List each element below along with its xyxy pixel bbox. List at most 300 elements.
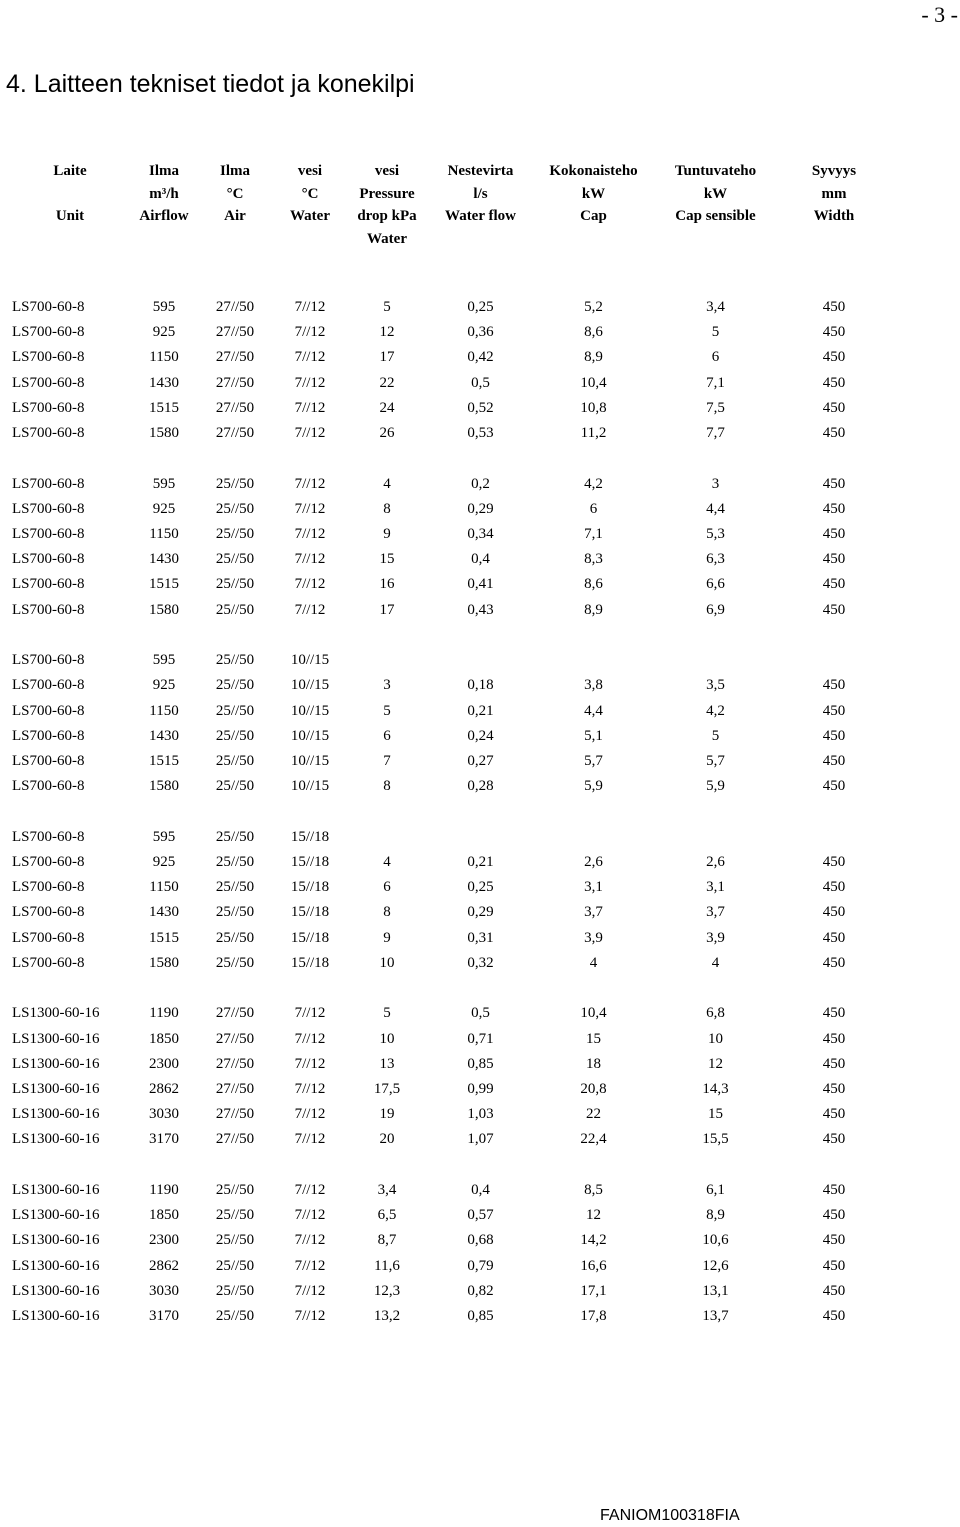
cell-water-flow [426, 825, 535, 850]
row-filler [889, 497, 960, 522]
column-header-airflow [130, 160, 198, 295]
row-filler [889, 699, 960, 724]
table-row [0, 522, 960, 547]
row-filler [889, 774, 960, 799]
cell-unit: LS700-60-8 [12, 879, 85, 896]
cell-cap-sensible: 13,7 [702, 1308, 729, 1325]
cell-airflow: 3030 [149, 1282, 179, 1299]
cell-cap: 14,2 [580, 1232, 607, 1249]
cell-air: 25//50 [215, 954, 255, 971]
cell-water-flow: 0,29 [467, 500, 494, 517]
section-title: 4. Laitteen tekniset tiedot ja konekilpi [6, 70, 415, 98]
cell-water-flow: 0,85 [467, 1308, 494, 1325]
cell-water-flow: 0,43 [467, 601, 494, 618]
table-row [0, 396, 960, 421]
cell-air: 25//50 [215, 475, 255, 492]
cell-water-flow: 0,5 [471, 1005, 490, 1022]
cell-pressure: 3,4 [377, 1182, 397, 1199]
cell-water: 7//12 [294, 576, 326, 593]
cell-pressure: 10 [379, 1030, 395, 1047]
cell-water: 7//12 [294, 500, 326, 517]
cell-water-flow: 0,34 [467, 526, 494, 543]
cell-cap-sensible: 12,6 [702, 1257, 729, 1274]
cell-cap-sensible: 6 [711, 349, 720, 366]
cell-air: 25//50 [215, 1182, 255, 1199]
cell-width: 450 [822, 349, 846, 366]
cell-cap: 15 [586, 1030, 601, 1047]
cell-cap-sensible: 3 [711, 475, 720, 492]
cell-pressure: 17,5 [373, 1081, 401, 1098]
row-filler [889, 648, 960, 673]
cell-unit: LS700-60-8 [12, 551, 85, 568]
cell-unit: LS700-60-8 [12, 475, 85, 492]
table-row [0, 1254, 960, 1279]
cell-pressure: 15 [379, 551, 395, 568]
row-filler [889, 345, 960, 370]
cell-pressure: 17 [379, 601, 395, 618]
table-row [0, 1077, 960, 1102]
cell-unit: LS1300-60-16 [12, 1030, 100, 1047]
cell-width: 450 [822, 1055, 846, 1072]
cell-unit: LS700-60-8 [12, 500, 85, 517]
table-row [0, 598, 960, 623]
cell-water-flow: 0,71 [467, 1030, 494, 1047]
cell-pressure: 19 [379, 1106, 395, 1123]
cell-water: 7//12 [294, 324, 326, 341]
group-separator-cell [0, 976, 960, 1001]
cell-water: 7//12 [294, 1005, 326, 1022]
cell-cap: 10,4 [580, 374, 607, 391]
row-filler [889, 371, 960, 396]
cell-cap: 6 [589, 500, 598, 517]
row-filler [889, 724, 960, 749]
cell-unit: LS700-60-8 [12, 854, 85, 871]
cell-width: 450 [822, 1005, 846, 1022]
cell-width: 450 [822, 475, 846, 492]
cell-air: 27//50 [215, 374, 255, 391]
cell-width: 450 [822, 1106, 846, 1123]
cell-air: 25//50 [215, 1207, 255, 1224]
group-separator-cell [0, 446, 960, 471]
cell-cap: 10,8 [580, 399, 607, 416]
column-header-line: Water [367, 230, 407, 247]
cell-cap: 3,8 [584, 677, 603, 694]
cell-airflow: 1850 [149, 1030, 179, 1047]
cell-cap-sensible: 10 [708, 1030, 723, 1047]
cell-water: 7//12 [294, 1081, 326, 1098]
cell-width: 450 [822, 677, 846, 694]
column-header-width [779, 160, 889, 295]
cell-cap-sensible: 13,1 [702, 1282, 729, 1299]
cell-airflow: 1515 [149, 753, 179, 770]
cell-unit: LS700-60-8 [12, 601, 85, 618]
cell-water: 10//15 [290, 677, 330, 694]
row-filler [889, 1228, 960, 1253]
cell-unit: LS700-60-8 [12, 374, 85, 391]
cell-water: 7//12 [294, 399, 326, 416]
cell-cap-sensible: 5,9 [706, 778, 725, 795]
cell-cap-sensible: 4,4 [706, 500, 725, 517]
cell-water-flow: 0,27 [467, 753, 494, 770]
cell-airflow: 1430 [149, 374, 179, 391]
cell-water: 7//12 [294, 1106, 326, 1123]
cell-airflow: 925 [152, 854, 176, 871]
row-filler [889, 850, 960, 875]
cell-airflow: 595 [152, 652, 176, 669]
cell-airflow: 595 [152, 828, 176, 845]
cell-airflow: 3170 [149, 1131, 179, 1148]
row-filler [889, 547, 960, 572]
column-header-line: Water flow [445, 208, 516, 224]
cell-water-flow: 0,2 [471, 475, 490, 492]
cell-airflow: 1430 [149, 727, 179, 744]
cell-pressure: 7 [383, 753, 391, 770]
cell-cap: 8,6 [584, 576, 603, 593]
cell-air: 27//50 [215, 1106, 255, 1123]
cell-air: 27//50 [215, 1005, 255, 1022]
cell-air: 25//50 [215, 526, 255, 543]
cell-unit: LS1300-60-16 [12, 1207, 100, 1224]
cell-unit: LS700-60-8 [12, 526, 85, 543]
cell-airflow: 1190 [149, 1005, 179, 1022]
cell-unit: LS700-60-8 [12, 425, 85, 442]
cell-airflow: 1150 [149, 526, 179, 543]
column-header-line: Laite [53, 163, 87, 179]
column-header-line: kW [581, 185, 606, 202]
cell-water-flow: 1,03 [467, 1106, 494, 1123]
column-header-line: Syvyys [811, 163, 857, 179]
table-row [0, 1001, 960, 1026]
cell-water-flow: 0,57 [467, 1207, 494, 1224]
cell-water: 15//18 [290, 929, 330, 946]
cell-width: 450 [822, 1308, 846, 1325]
row-filler [889, 421, 960, 446]
cell-water-flow: 0,4 [471, 1182, 490, 1199]
cell-pressure: 4 [383, 475, 391, 492]
cell-cap: 17,1 [580, 1282, 607, 1299]
cell-airflow: 1150 [149, 879, 179, 896]
cell-width: 450 [822, 753, 846, 770]
row-filler [889, 825, 960, 850]
cell-pressure [348, 648, 426, 673]
cell-width: 450 [822, 500, 846, 517]
cell-water-flow: 0,82 [467, 1282, 494, 1299]
cell-cap: 5,2 [584, 299, 603, 315]
cell-air: 25//50 [215, 1257, 255, 1274]
cell-cap-sensible: 7,5 [706, 399, 725, 416]
cell-cap: 10,4 [580, 1005, 607, 1022]
row-filler [889, 1102, 960, 1127]
cell-water-flow: 0,24 [467, 727, 494, 744]
cell-water: 15//18 [290, 879, 330, 896]
cell-unit: LS1300-60-16 [12, 1182, 100, 1199]
column-header-line: vesi [374, 163, 400, 179]
cell-width: 450 [822, 879, 846, 896]
technical-data-table [0, 160, 960, 1329]
row-filler [889, 1001, 960, 1026]
cell-water: 7//12 [294, 601, 326, 618]
cell-cap: 2,6 [584, 854, 603, 871]
cell-cap-sensible: 5 [711, 324, 720, 341]
cell-airflow: 1515 [149, 399, 179, 416]
cell-water: 7//12 [294, 374, 326, 391]
cell-water-flow: 0,52 [467, 399, 494, 416]
cell-cap [535, 825, 652, 850]
cell-pressure: 24 [379, 399, 395, 416]
cell-water: 7//12 [294, 1282, 326, 1299]
cell-air: 25//50 [215, 929, 255, 946]
cell-air: 25//50 [215, 904, 255, 921]
cell-cap-sensible: 7,1 [706, 374, 725, 391]
column-header-cap-sensible [652, 160, 779, 295]
cell-cap: 4,2 [584, 475, 603, 492]
cell-width: 450 [822, 1131, 846, 1148]
table-row [0, 320, 960, 345]
cell-unit: LS1300-60-16 [12, 1005, 100, 1022]
cell-width: 450 [822, 299, 846, 315]
cell-water: 15//18 [290, 904, 330, 921]
table-row [0, 699, 960, 724]
cell-cap-sensible: 6,3 [706, 551, 725, 568]
row-filler [889, 875, 960, 900]
table-row [0, 421, 960, 446]
cell-air: 27//50 [215, 1055, 255, 1072]
cell-airflow: 1580 [149, 778, 179, 795]
column-header-line: drop kPa [357, 208, 417, 224]
cell-water-flow: 0,32 [467, 954, 494, 971]
cell-unit: LS700-60-8 [12, 349, 85, 366]
cell-cap-sensible: 5,3 [706, 526, 725, 543]
cell-pressure: 4 [383, 854, 391, 871]
group-separator [0, 799, 960, 824]
cell-airflow: 595 [152, 475, 176, 492]
cell-water: 7//12 [294, 1308, 326, 1325]
column-header-line: mm [821, 185, 847, 202]
row-filler [889, 673, 960, 698]
cell-cap-sensible: 8,9 [706, 1207, 725, 1224]
cell-water-flow: 0,18 [467, 677, 494, 694]
group-separator [0, 446, 960, 471]
column-header-unit [0, 160, 130, 295]
cell-pressure: 13 [379, 1055, 395, 1072]
cell-cap: 4,4 [584, 702, 603, 719]
cell-pressure: 8 [383, 904, 391, 921]
cell-airflow: 925 [152, 677, 176, 694]
cell-cap-sensible: 5,7 [706, 753, 725, 770]
cell-width: 450 [822, 551, 846, 568]
cell-pressure: 6 [383, 727, 391, 744]
cell-cap: 11,2 [580, 425, 607, 442]
cell-cap-sensible: 6,8 [706, 1005, 725, 1022]
cell-water: 7//12 [294, 1182, 326, 1199]
cell-water: 15//18 [290, 954, 330, 971]
cell-width: 450 [822, 778, 846, 795]
cell-width: 450 [822, 904, 846, 921]
row-filler [889, 1027, 960, 1052]
cell-water-flow: 0,85 [467, 1055, 494, 1072]
table-row [0, 1178, 960, 1203]
cell-pressure: 9 [383, 929, 391, 946]
cell-cap-sensible: 4 [711, 954, 720, 971]
table-row [0, 472, 960, 497]
cell-width: 450 [822, 526, 846, 543]
cell-cap-sensible [652, 648, 779, 673]
cell-unit: LS1300-60-16 [12, 1055, 100, 1072]
cell-cap: 8,9 [584, 349, 603, 366]
cell-cap-sensible: 3,4 [706, 299, 725, 315]
cell-air: 25//50 [215, 576, 255, 593]
cell-cap: 22 [586, 1106, 601, 1123]
cell-air: 25//50 [215, 879, 255, 896]
cell-width: 450 [822, 1030, 846, 1047]
cell-airflow: 925 [152, 500, 176, 517]
cell-water-flow: 0,53 [467, 425, 494, 442]
row-filler [889, 598, 960, 623]
cell-width: 450 [822, 1182, 846, 1199]
cell-water: 10//15 [290, 702, 330, 719]
cell-water: 10//15 [290, 727, 330, 744]
cell-water-flow: 0,68 [467, 1232, 494, 1249]
cell-width [779, 825, 889, 850]
cell-airflow: 1515 [149, 929, 179, 946]
cell-cap-sensible: 3,9 [706, 929, 725, 946]
cell-width: 450 [822, 399, 846, 416]
cell-unit: LS700-60-8 [12, 677, 85, 694]
cell-cap: 7,1 [584, 526, 603, 543]
group-separator-cell [0, 1153, 960, 1178]
cell-unit: LS700-60-8 [12, 324, 85, 341]
cell-pressure: 3 [383, 677, 391, 694]
cell-pressure: 12 [379, 324, 395, 341]
cell-width: 450 [822, 954, 846, 971]
table-row [0, 724, 960, 749]
cell-water: 7//12 [294, 526, 326, 543]
cell-air: 27//50 [215, 324, 255, 341]
cell-air: 25//50 [215, 601, 255, 618]
cell-unit: LS700-60-8 [12, 828, 85, 845]
document-code: FANIOM100318FIA [600, 1507, 740, 1524]
column-header-line [10, 183, 130, 206]
cell-water-flow: 0,5 [471, 374, 490, 391]
row-filler [889, 472, 960, 497]
row-filler [889, 1203, 960, 1228]
cell-unit: LS1300-60-16 [12, 1232, 100, 1249]
cell-water: 15//18 [290, 854, 330, 871]
cell-cap-sensible: 14,3 [702, 1081, 729, 1098]
column-header-line: Nestevirta [447, 163, 514, 179]
column-header-line: vesi [297, 163, 323, 179]
cell-cap-sensible: 15,5 [702, 1131, 729, 1148]
cell-airflow: 2862 [149, 1257, 179, 1274]
cell-water-flow: 0,4 [471, 551, 490, 568]
table-row [0, 774, 960, 799]
cell-pressure: 8,7 [377, 1232, 397, 1249]
cell-water: 7//12 [294, 1055, 326, 1072]
cell-cap: 4 [589, 954, 598, 971]
cell-cap-sensible: 3,7 [706, 904, 725, 921]
column-header-line: Tuntuvateho [674, 163, 757, 179]
cell-water-flow: 0,41 [467, 576, 494, 593]
cell-water-flow: 0,31 [467, 929, 494, 946]
cell-pressure: 26 [379, 425, 395, 442]
cell-unit: LS1300-60-16 [12, 1257, 100, 1274]
cell-width: 450 [822, 1207, 846, 1224]
cell-air: 27//50 [215, 425, 255, 442]
cell-water-flow: 1,07 [467, 1131, 494, 1148]
cell-pressure: 10 [379, 954, 395, 971]
cell-cap: 16,6 [580, 1257, 607, 1274]
cell-air: 25//50 [215, 828, 255, 845]
cell-water: 7//12 [294, 1207, 326, 1224]
table-row [0, 1279, 960, 1304]
cell-airflow: 1850 [149, 1207, 179, 1224]
cell-water: 7//12 [294, 349, 326, 366]
cell-air: 27//50 [215, 299, 255, 315]
cell-airflow: 1580 [149, 601, 179, 618]
cell-water: 7//12 [294, 425, 326, 442]
column-header-line: Cap [580, 208, 607, 224]
cell-cap-sensible: 12 [708, 1055, 723, 1072]
cell-pressure: 13,2 [373, 1308, 401, 1325]
cell-air: 27//50 [215, 349, 255, 366]
cell-airflow: 1430 [149, 551, 179, 568]
cell-pressure: 6,5 [377, 1207, 397, 1224]
page-number: - 3 - [921, 2, 958, 27]
cell-pressure: 11,6 [374, 1257, 400, 1274]
cell-cap: 5,1 [584, 727, 603, 744]
cell-width: 450 [822, 1282, 846, 1299]
cell-pressure [348, 825, 426, 850]
table-row [0, 1052, 960, 1077]
table-row [0, 371, 960, 396]
cell-unit: LS700-60-8 [12, 727, 85, 744]
cell-water-flow [426, 648, 535, 673]
table-row [0, 926, 960, 951]
cell-unit: LS700-60-8 [12, 753, 85, 770]
column-header-water [272, 160, 348, 295]
cell-width [779, 648, 889, 673]
cell-width: 450 [822, 929, 846, 946]
table-row [0, 1304, 960, 1329]
group-separator [0, 623, 960, 648]
cell-water: 7//12 [294, 475, 326, 492]
cell-pressure: 5 [383, 702, 391, 719]
cell-water: 10//15 [290, 753, 330, 770]
cell-air: 25//50 [215, 1308, 255, 1325]
table-row [0, 1027, 960, 1052]
table-row [0, 1102, 960, 1127]
cell-water: 7//12 [294, 1030, 326, 1047]
cell-cap: 5,7 [584, 753, 603, 770]
cell-width: 450 [822, 702, 846, 719]
cell-airflow: 3030 [149, 1106, 179, 1123]
cell-cap-sensible: 6,9 [706, 601, 725, 618]
row-filler [889, 1052, 960, 1077]
row-filler [889, 1279, 960, 1304]
row-filler [889, 749, 960, 774]
column-header-water-flow [426, 160, 535, 295]
cell-unit: LS700-60-8 [12, 576, 85, 593]
cell-cap: 17,8 [580, 1308, 607, 1325]
cell-pressure: 8 [383, 500, 391, 517]
table-row [0, 875, 960, 900]
row-filler [889, 295, 960, 320]
cell-cap-sensible: 3,1 [706, 879, 725, 896]
cell-air: 25//50 [215, 551, 255, 568]
cell-unit: LS700-60-8 [12, 299, 85, 315]
cell-air: 27//50 [215, 1081, 255, 1098]
group-separator-cell [0, 623, 960, 648]
